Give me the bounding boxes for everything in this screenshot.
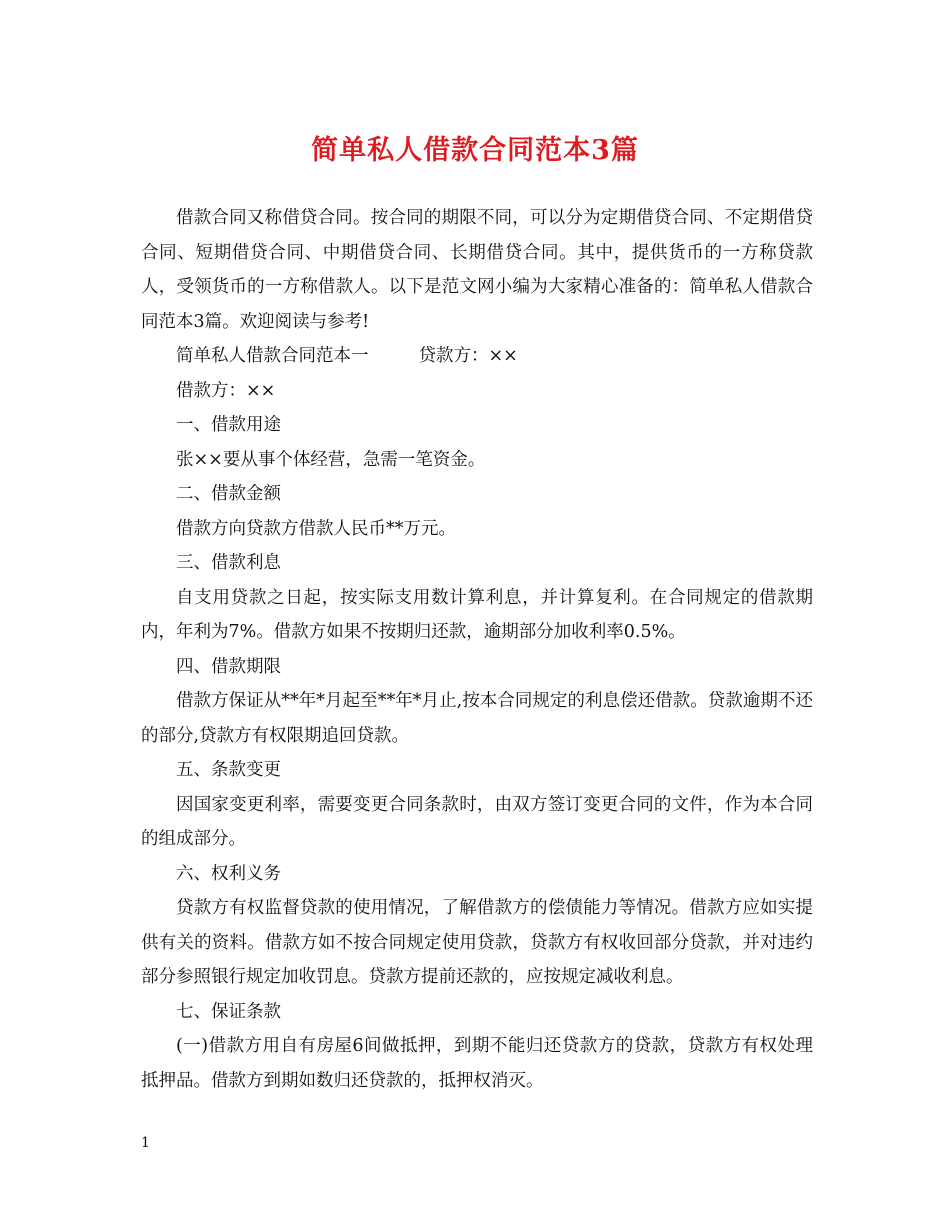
document-title: 简单私人借款合同范本3篇 — [311, 135, 639, 166]
section-text: 贷款方有权监督贷款的使用情况，了解借款方的偿债能力等情况。借款方应如实提供有关的资料。借款方如不按合同规定使用贷款，贷款方有权收回部分贷款，并对违约部分参照银行规定加收罚息。贷款方提前还款的，应按规定减收利息。 — [141, 898, 813, 987]
contract-one-heading: 简单私人借款合同范本一 — [176, 346, 369, 366]
page-number: 1 — [141, 1135, 150, 1151]
section-text: 借款方保证从**年*月起至**年*月止,按本合同规定的利息偿还借款。贷款逾期不还的部分,贷款方有权限期追回贷款。 — [141, 691, 813, 746]
document-body — [141, 201, 813, 1098]
section-text: 张××要从事个体经营，急需一笔资金。 — [176, 449, 486, 470]
section-heading: 一、借款用途 — [176, 415, 281, 435]
contract-heading-line — [141, 339, 813, 374]
section-text: 自支用贷款之日起，按实际支用数计算利息，并计算复利。在合同规定的借款期内，年利为7%。借款方如果不按期归还款，逾期部分加收利率0.5%。 — [141, 587, 813, 642]
section-heading: 七、保证条款 — [176, 1001, 281, 1022]
lender-line: 贷款方：×× — [418, 346, 518, 366]
section-heading: 六、权利义务 — [176, 863, 281, 884]
section-text: 借款方向贷款方借款人民币**万元。 — [176, 518, 456, 539]
section-text: 因国家变更利率，需要变更合同条款时，由双方签订变更合同的文件，作为本合同的组成部分。 — [141, 794, 813, 849]
section-heading: 三、借款利息 — [176, 553, 281, 573]
intro-paragraph: 借款合同又称借贷合同。按合同的期限不同，可以分为定期借贷合同、不定期借贷合同、短期借贷合同、中期借贷合同、长期借贷合同。其中，提供货币的一方称贷款人，受领货币的一方称借款人。以下是范文网小编为大家精心准备的：简单私人借款合同范本3篇。欢迎阅读与参考! — [141, 208, 813, 332]
section-heading: 四、借款期限 — [176, 656, 281, 677]
borrower-line: 借款方：×× — [176, 380, 276, 401]
section-heading: 二、借款金额 — [176, 484, 281, 504]
section-heading: 五、条款变更 — [176, 760, 281, 780]
section-text: (一)借款方用自有房屋6间做抵押，到期不能归还贷款方的贷款，贷款方有权处理抵押品。借款方到期如数归还贷款的，抵押权消灭。 — [141, 1036, 813, 1091]
